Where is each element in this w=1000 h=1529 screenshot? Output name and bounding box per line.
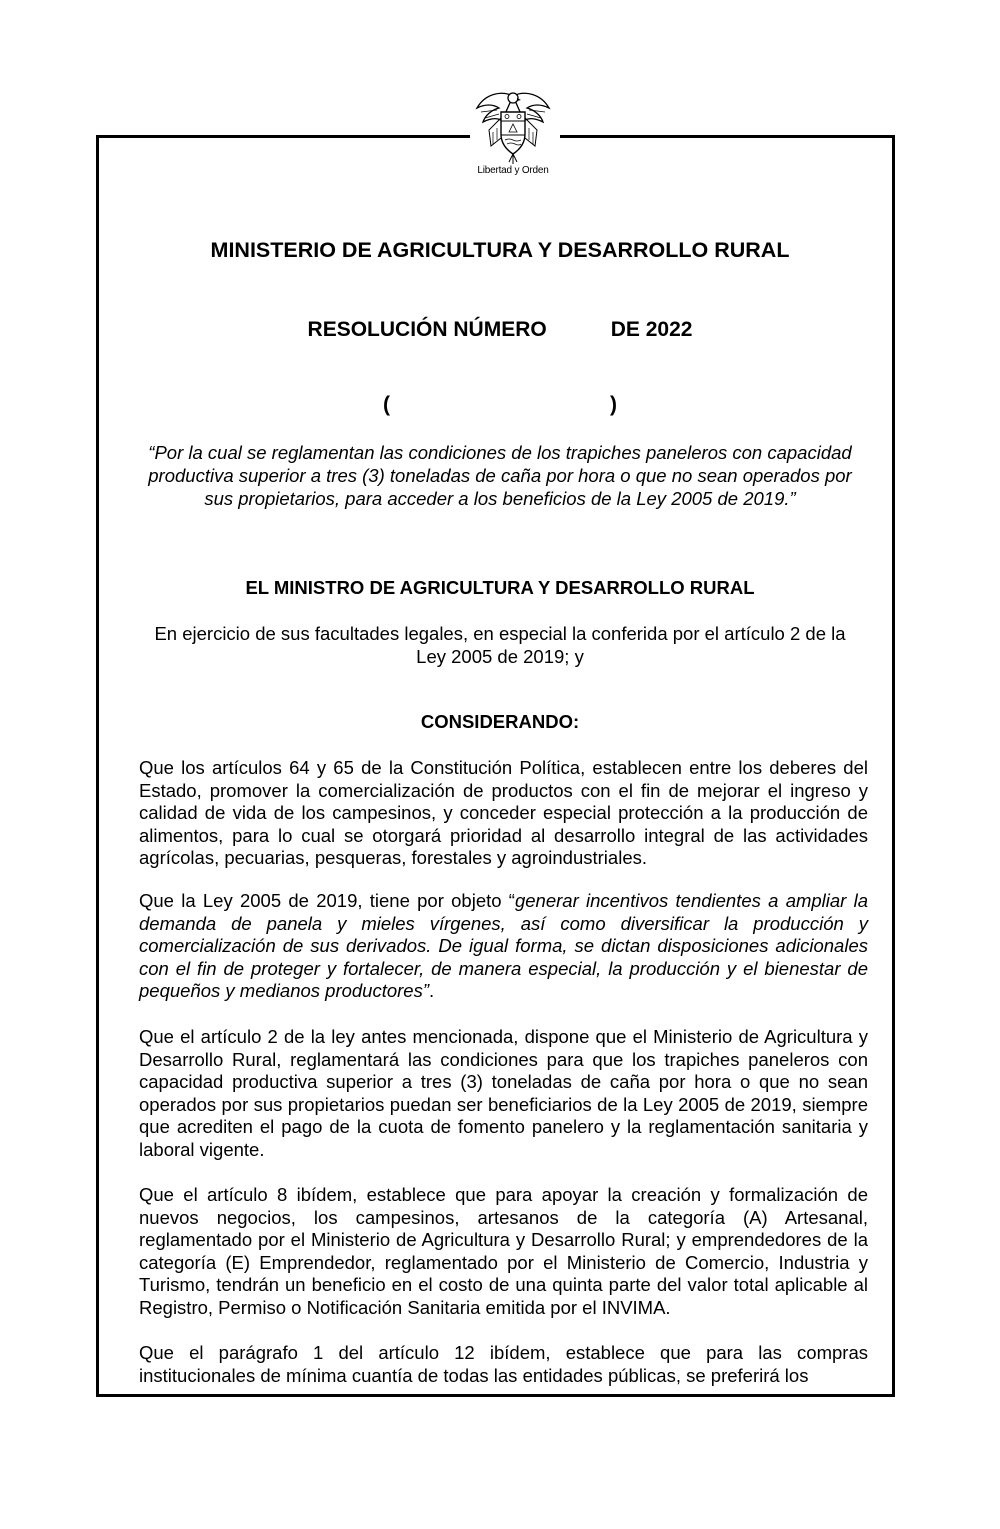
considerando-paragraph-1: Que los artículos 64 y 65 de la Constitución Política, establecen entre los deberes del Estado, promover la comercialización de productos con el fin de mejorar el ingreso y calidad de vida de los campesinos, y conceder especial protección a la producción de alimentos, para lo cual se otorgará prioridad al desarrollo integral de las actividades agrícolas, pecuarias, pesqueras, forestales y agroindustriales.	[139, 757, 868, 868]
authority-statement: En ejercicio de sus facultades legales, en especial la conferida por el artículo 2 de la Ley 2005 de 2019; y	[154, 623, 846, 667]
resolution-date-blank	[0, 393, 1000, 417]
minister-heading: EL MINISTRO DE AGRICULTURA Y DESARROLLO RURAL	[245, 577, 755, 598]
paragraph-2-quote: generar incentivos tendientes a ampliar la demanda de panela y mieles vírgenes, así como diversificar la producción y comercialización de sus derivados. De igual forma, se dictan disposiciones adicionales con el fin de proteger y fortalecer, de manera especial, la producción y el bienestar de pequeños y medianos productores”	[139, 890, 869, 1001]
paren-close: )	[610, 393, 617, 416]
paren-open: (	[383, 393, 390, 416]
resolution-year: DE 2022	[610, 318, 693, 341]
coat-of-arms-icon	[471, 88, 555, 168]
ministry-heading: MINISTERIO DE AGRICULTURA Y DESARROLLO RURAL	[210, 238, 790, 262]
paragraph-2-end: .	[429, 980, 435, 1001]
considerando-heading: CONSIDERANDO:	[420, 711, 580, 732]
paragraph-2-intro: Que la Ley 2005 de 2019, tiene por objeto “	[139, 890, 515, 911]
resolution-title: “Por la cual se reglamentan las condiciones de los trapiches paneleros con capacidad productiva superior a tres (3) toneladas de caña por hora o que no sean operados por sus propietarios, para acceder a los beneficios de la Ley 2005 de 2019.”	[148, 442, 852, 509]
considerando-paragraph-3: Que el artículo 2 de la ley antes mencionada, dispone que el Ministerio de Agricultura y Desarrollo Rural, reglamentará las condiciones para que los trapiches paneleros con capacidad productiva superior a tres (3) toneladas de caña por hora o que no sean operados por sus propietarios puedan ser beneficiarios de la Ley 2005 de 2019, siempre que acrediten el pago de la cuota de fomento panelero y la reglamentación sanitaria y laboral vigente.	[139, 1026, 868, 1160]
seal-motto: Libertad y Orden	[477, 165, 549, 176]
considerando-paragraph-4: Que el artículo 8 ibídem, establece que para apoyar la creación y formalización de nuevos negocios, los campesinos, artesanos de la categoría (A) Artesanal, reglamentado por el Ministerio de Agricultura y Desarrollo Rural; y emprendedores de la categoría (E) Emprendedor, reglamentado por el Ministerio de Comercio, Industria y Turismo, tendrán un beneficio en el costo de una quinta parte del valor total aplicable al Registro, Permiso o Notificación Sanitaria emitida por el INVIMA.	[139, 1184, 868, 1318]
resolution-label: RESOLUCIÓN NÚMERO	[307, 318, 547, 341]
considerando-paragraph-5: Que el parágrafo 1 del artículo 12 ibídem, establece que para las compras institucionales de mínima cuantía de todas las entidades públicas, se preferirá los	[139, 1342, 868, 1386]
page-bottom-clip	[99, 1339, 892, 1394]
coat-of-arms-seal	[466, 88, 560, 183]
considerando-paragraph-2	[139, 890, 868, 1003]
resolution-number-line	[0, 318, 1000, 342]
